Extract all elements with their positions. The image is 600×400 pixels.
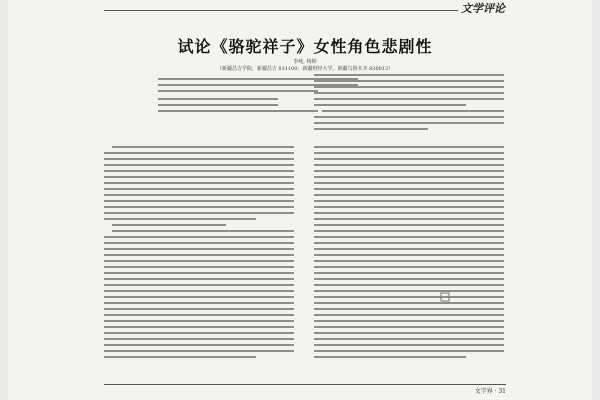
text-line-placeholder [112,230,294,232]
text-line-placeholder [104,170,294,172]
text-line-placeholder [104,266,294,268]
text-line-placeholder [104,242,294,244]
text-line-placeholder [314,278,504,280]
body-column-right [314,146,504,362]
text-line-placeholder [104,152,294,154]
text-line-placeholder [314,326,504,328]
text-line-placeholder [314,194,504,196]
text-line-placeholder [104,302,294,304]
text-line-placeholder [104,296,294,298]
text-line-placeholder [314,314,504,316]
text-line-placeholder [104,194,294,196]
text-line-placeholder [314,146,504,148]
text-line-placeholder [104,284,294,286]
text-line-placeholder [104,248,294,250]
text-line-placeholder [112,224,226,226]
journal-name: 文学界 [474,388,493,395]
text-line-placeholder [314,236,504,238]
text-line-placeholder [104,164,294,166]
text-line-placeholder [322,110,504,112]
text-line-placeholder [314,128,428,130]
text-line-placeholder [314,320,504,322]
text-line-placeholder [314,206,504,208]
affiliation-line: （新疆昌吉学院，新疆昌吉 831100；新疆财经大学，新疆乌鲁木齐 830012） [216,66,394,72]
text-line-placeholder [314,86,504,88]
text-line-placeholder [314,254,504,256]
text-line-placeholder [314,356,466,358]
text-line-placeholder [314,104,466,106]
text-line-placeholder [104,332,294,334]
text-line-placeholder [104,326,294,328]
text-line-placeholder [104,344,294,346]
keywords-line [158,98,278,100]
text-line-placeholder [314,290,504,292]
text-line-placeholder [314,308,504,310]
text-line-placeholder [104,278,294,280]
text-line-placeholder [104,272,294,274]
section-header: 文学评论 [458,0,508,16]
text-line-placeholder [104,182,294,184]
text-line-placeholder [314,182,504,184]
text-line-placeholder [104,290,294,292]
text-line-placeholder [314,284,504,286]
article-title: 试论《骆驼祥子》女性角色悲剧性 [177,37,433,56]
text-line-placeholder [104,320,294,322]
text-line-placeholder [314,266,504,268]
text-line-placeholder [314,344,504,346]
author-line: 李纯, 杨婷 [293,59,317,65]
text-line-placeholder [104,254,294,256]
text-line-placeholder [104,350,294,352]
text-line-placeholder [314,176,504,178]
text-line-placeholder [314,332,504,334]
text-line-placeholder [104,206,294,208]
text-line-placeholder [104,212,294,214]
text-line-placeholder [314,350,504,352]
text-line-placeholder [104,200,294,202]
text-line-placeholder [104,338,294,340]
text-line-placeholder [314,230,504,232]
text-line-placeholder [112,146,294,148]
text-line-placeholder [104,158,294,160]
text-line-placeholder [104,356,256,358]
page-footer [475,386,506,395]
body-column-right-top [314,74,504,134]
body-column-left [104,146,294,362]
text-line-placeholder [104,236,294,238]
text-line-placeholder [104,218,256,220]
article-id-line [158,110,318,112]
text-line-placeholder [314,260,504,262]
footer-rule [104,384,506,385]
text-line-placeholder [314,158,504,160]
text-line-placeholder [314,152,504,154]
text-line-placeholder [314,92,504,94]
text-line-placeholder [104,188,294,190]
text-line-placeholder [104,176,294,178]
text-line-placeholder [104,260,294,262]
text-line-placeholder [314,80,504,82]
text-line-placeholder [104,314,294,316]
classification-line [158,104,278,106]
header-rule [104,10,506,11]
abstract-line [158,90,318,92]
text-line-placeholder [314,242,504,244]
text-line-placeholder [314,74,504,76]
text-line-placeholder [314,116,504,118]
text-line-placeholder [314,248,504,250]
text-line-placeholder [314,302,504,304]
text-line-placeholder [314,218,504,220]
text-line-placeholder [314,272,504,274]
text-line-placeholder [314,170,504,172]
text-line-placeholder [314,164,504,166]
text-line-placeholder [314,188,504,190]
text-line-placeholder [104,308,294,310]
text-line-placeholder [314,224,504,226]
text-line-placeholder [314,338,504,340]
page-separator: · [494,388,499,395]
journal-page [8,0,592,400]
text-line-placeholder [314,200,504,202]
seal-stamp-icon [440,292,450,302]
text-line-placeholder [314,296,504,298]
page-number: 31 [498,388,506,395]
text-line-placeholder [314,122,504,124]
text-line-placeholder [314,212,504,214]
text-line-placeholder [314,98,504,100]
